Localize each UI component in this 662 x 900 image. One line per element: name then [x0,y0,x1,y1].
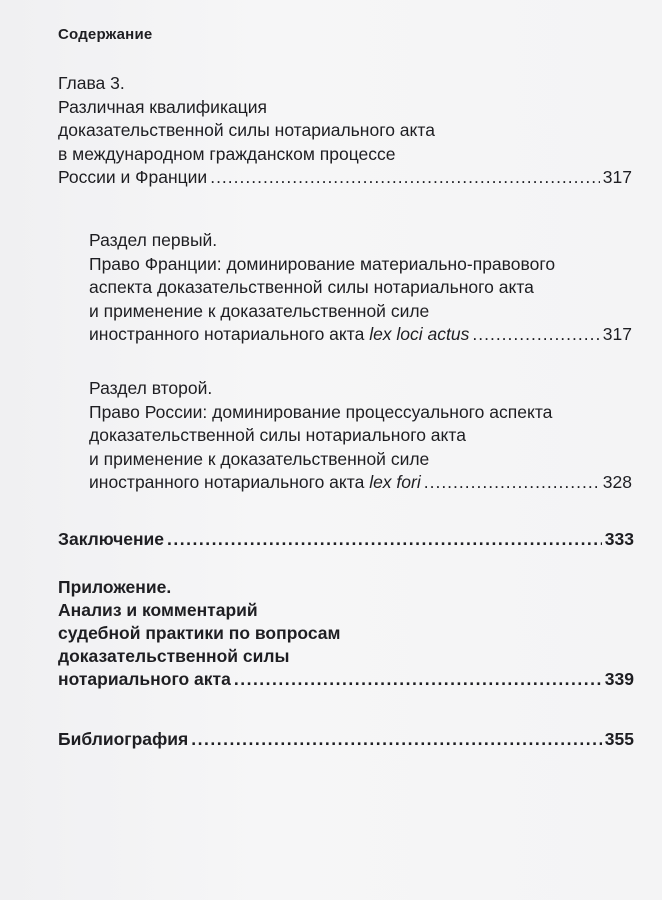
dot-leader [234,668,602,691]
toc-line: судебной практики по вопросам [58,623,341,643]
page-number: 328 [602,472,632,492]
toc-line: и применение к доказательственной силе [89,448,430,469]
dot-leader [167,528,602,551]
toc-line: доказательственной силы [58,646,290,666]
toc-line: доказательственной силы нотариального акта [89,425,466,445]
page-number: 317 [602,167,632,187]
toc-line: аспекта доказательственной силы нотариального акта [89,277,534,297]
toc-entry-conclusion[interactable] [58,528,634,551]
toc-entry-chapter-3[interactable] [58,72,632,190]
toc-line-text: иностранного нотариального акта [89,324,370,344]
toc-line-text: иностранного нотариального акта [89,472,370,492]
dot-leader [424,471,600,495]
dot-leader [472,323,599,347]
toc-line: Заключение [58,529,165,549]
toc-line: в международном гражданском процессе [58,143,396,164]
toc-line: Глава 3. [58,73,125,93]
toc-line: Различная квалификация [58,96,267,117]
toc-entry-section-2[interactable] [89,377,632,495]
page-number: 339 [604,669,634,689]
dot-leader [191,728,602,751]
latin-term: lex fori [369,472,421,492]
toc-line: России и Франции [58,167,208,187]
toc-line: Раздел второй. [89,378,213,398]
page-title: Содержание [58,26,153,43]
toc-line: Раздел первый. [89,230,218,250]
toc-entry-bibliography[interactable] [58,728,634,751]
toc-line: доказательственной силы нотариального акта [58,120,435,140]
page-number: 355 [604,729,634,749]
toc-entry-section-1[interactable] [89,229,632,347]
toc-line [89,323,469,347]
toc-line: Право России: доминирование процессуального аспекта [89,401,553,422]
toc-line: Право Франции: доминирование материально-правового [89,253,556,274]
toc-line: и применение к доказательственной силе [89,300,430,321]
toc-leader-row [58,166,632,190]
toc-line [89,471,421,495]
latin-term: lex loci actus [369,324,470,344]
toc-line: нотариального акта [58,669,231,689]
toc-line: Библиография [58,729,189,749]
page-number: 317 [602,324,632,344]
toc-leader-row [89,471,632,495]
page-number: 333 [604,529,634,549]
toc-leader-row [58,728,634,751]
dot-leader [210,166,600,190]
toc-entry-appendix[interactable] [58,576,634,691]
toc-line: Приложение. [58,577,172,597]
toc-leader-row [58,528,634,551]
toc-leader-row [58,668,634,691]
toc-line: Анализ и комментарий [58,600,258,620]
toc-leader-row [89,323,632,347]
